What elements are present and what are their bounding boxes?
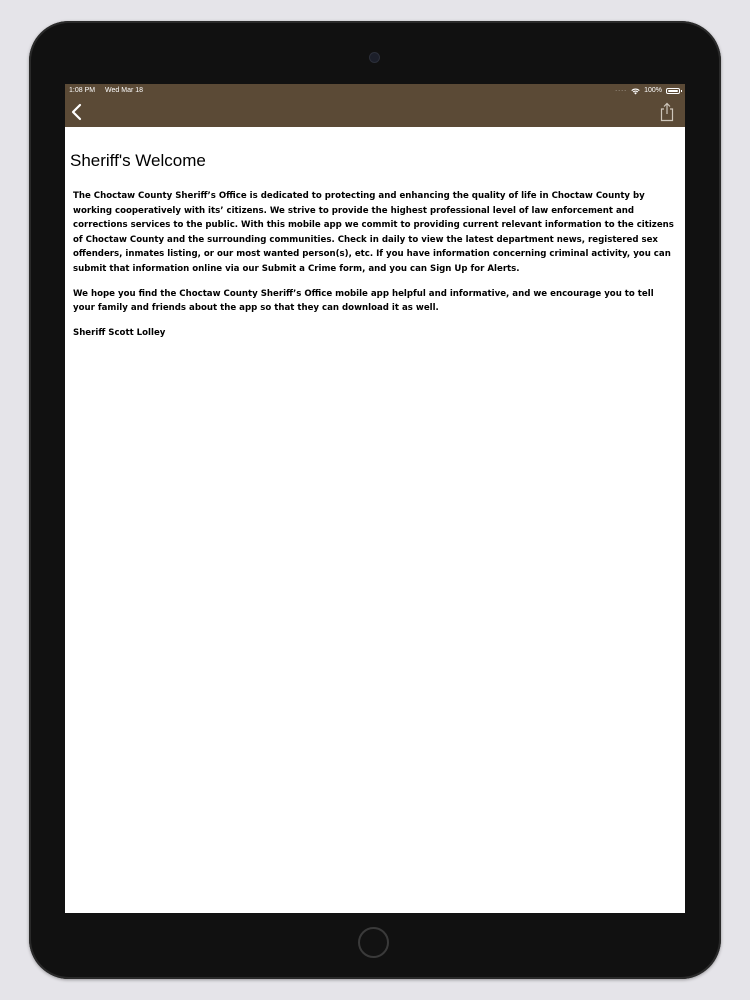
battery-icon: [666, 88, 680, 94]
status-time: 1:08 PM: [69, 87, 96, 94]
welcome-message: [73, 189, 677, 350]
status-date: Wed Mar 18: [105, 87, 144, 94]
cellular-signal-icon: ····: [615, 88, 628, 94]
battery-percentage: 100%: [644, 87, 662, 94]
page-title: Sheriff's Welcome: [70, 151, 206, 170]
share-icon: [659, 102, 675, 122]
home-button[interactable]: [358, 927, 389, 958]
share-button[interactable]: [659, 102, 675, 122]
status-right: [615, 84, 680, 98]
back-button[interactable]: [69, 101, 87, 123]
status-bar: [65, 84, 685, 98]
chevron-left-icon: [69, 101, 87, 123]
welcome-paragraph-1: The Choctaw County Sheriff’s Office is dedicated to protecting and enhancing the quality of life in Choctaw County by working cooperatively with its’ citizens. We strive to provide the highest professional level of law enforcement and corrections services to the public. With this mobile app we commit to providing current relevant information to the citizens of Choctaw County and the surrounding communities. Check in daily to view the latest department news, registered sex offenders, inmates listing, or our most wanted person(s), etc. If you have information concerning criminal activity, you can submit that information online via our Submit a Crime form, and you can Sign Up for Alerts.: [73, 191, 674, 274]
front-camera: [370, 53, 379, 62]
status-left: [69, 84, 151, 98]
navigation-bar: [65, 84, 685, 127]
app-screen: [65, 84, 685, 913]
wifi-icon: [631, 88, 640, 95]
sheriff-signature: Sheriff Scott Lolley: [73, 327, 166, 338]
ipad-device-frame: [29, 21, 721, 979]
welcome-paragraph-2: We hope you find the Choctaw County Sheriff’s Office mobile app helpful and informative, and we encourage you to tell your family and friends about the app so that they can download it as well.: [73, 288, 654, 314]
